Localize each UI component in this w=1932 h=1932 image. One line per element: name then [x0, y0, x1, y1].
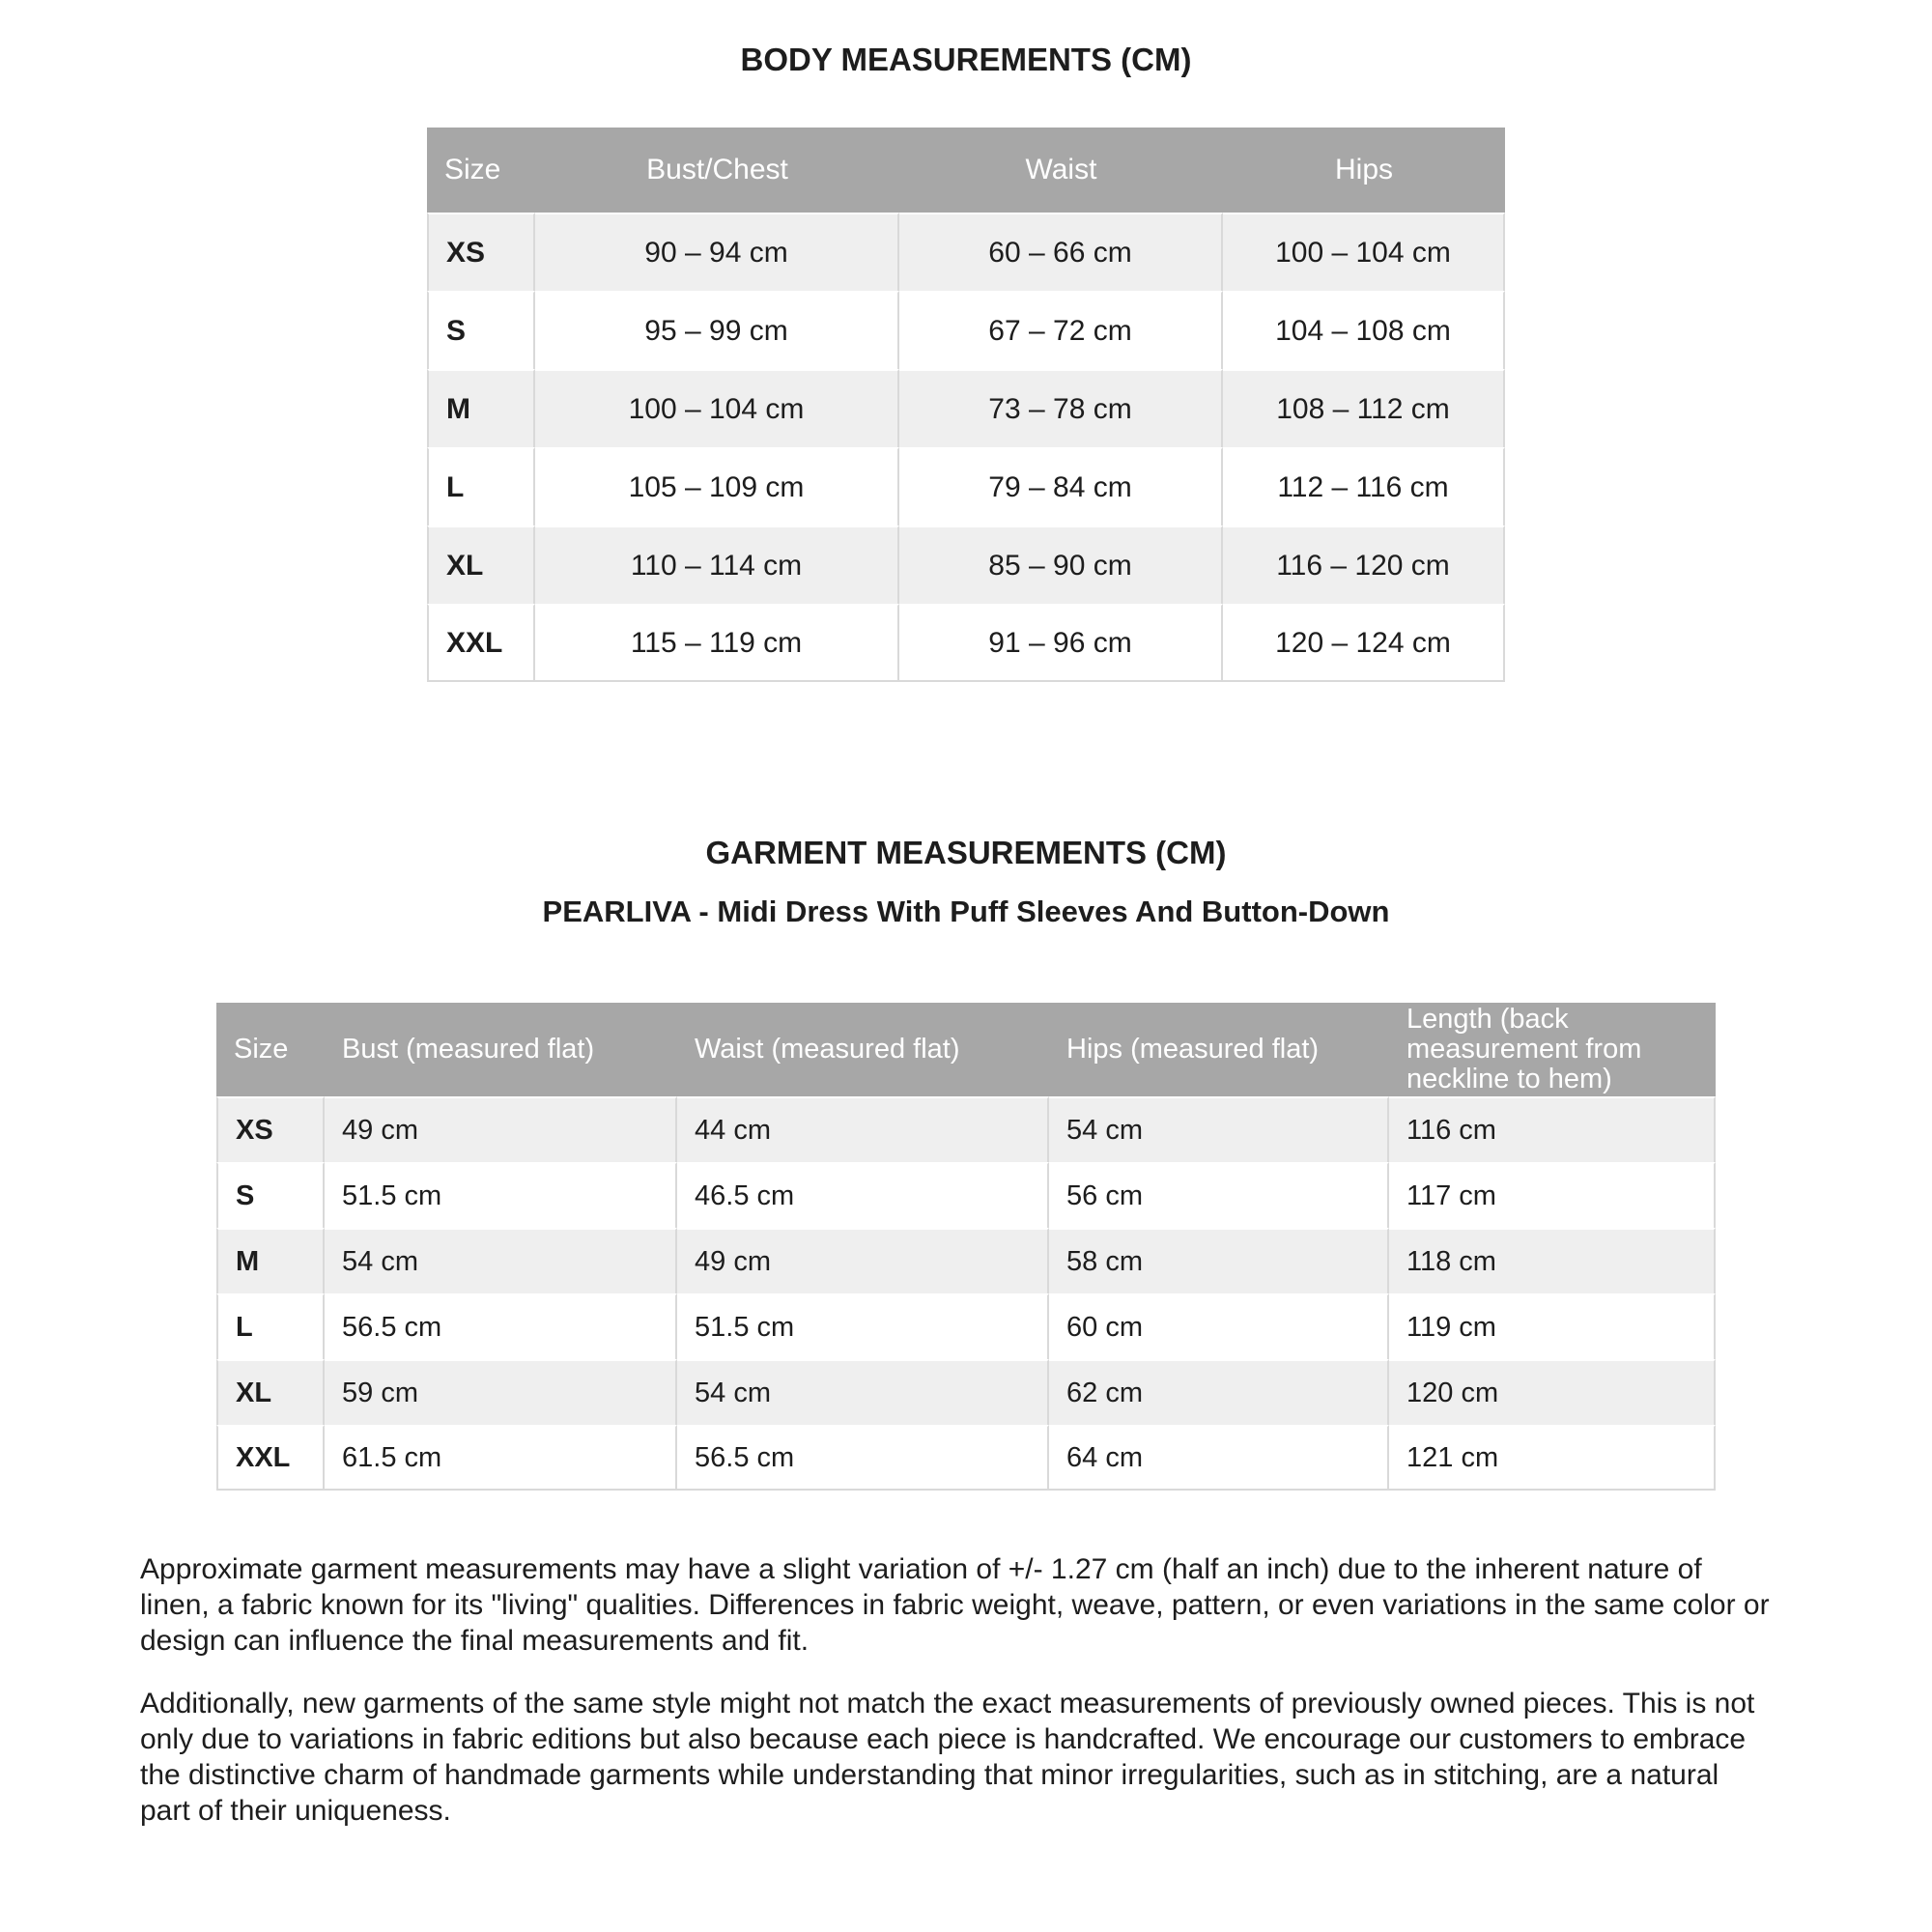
table-row: [427, 369, 1505, 447]
value-cell: 56.5 cm: [325, 1293, 677, 1359]
value-cell: 64 cm: [1049, 1425, 1389, 1491]
size-cell: S: [427, 291, 535, 369]
value-cell: 79 – 84 cm: [899, 447, 1223, 526]
size-cell: S: [216, 1162, 325, 1228]
value-cell: 54 cm: [325, 1228, 677, 1293]
header-row: [216, 1003, 1716, 1096]
value-cell: 60 – 66 cm: [899, 213, 1223, 291]
header-row: [427, 128, 1505, 213]
value-cell: 105 – 109 cm: [535, 447, 899, 526]
size-cell: M: [427, 369, 535, 447]
value-cell: 46.5 cm: [677, 1162, 1049, 1228]
value-cell: 60 cm: [1049, 1293, 1389, 1359]
table-row: [427, 604, 1505, 682]
table-header: [427, 128, 1505, 213]
column-header: Hips (measured flat): [1049, 1003, 1389, 1096]
value-cell: 85 – 90 cm: [899, 526, 1223, 604]
table-row: [427, 291, 1505, 369]
table-row: [216, 1228, 1716, 1293]
value-cell: 91 – 96 cm: [899, 604, 1223, 682]
table-row: [427, 447, 1505, 526]
value-cell: 108 – 112 cm: [1223, 369, 1505, 447]
garment-measurements-table: [216, 1003, 1716, 1491]
value-cell: 120 cm: [1389, 1359, 1716, 1425]
value-cell: 117 cm: [1389, 1162, 1716, 1228]
value-cell: 104 – 108 cm: [1223, 291, 1505, 369]
size-cell: L: [427, 447, 535, 526]
value-cell: 49 cm: [325, 1096, 677, 1162]
value-cell: 61.5 cm: [325, 1425, 677, 1491]
table-row: [427, 526, 1505, 604]
value-cell: 110 – 114 cm: [535, 526, 899, 604]
table-row: [216, 1359, 1716, 1425]
table-header: [216, 1003, 1716, 1096]
value-cell: 118 cm: [1389, 1228, 1716, 1293]
column-header: Size: [427, 128, 535, 213]
value-cell: 116 cm: [1389, 1096, 1716, 1162]
table-row: [216, 1096, 1716, 1162]
size-cell: XXL: [216, 1425, 325, 1491]
value-cell: 119 cm: [1389, 1293, 1716, 1359]
value-cell: 116 – 120 cm: [1223, 526, 1505, 604]
size-cell: XL: [427, 526, 535, 604]
column-header: Bust/Chest: [535, 128, 899, 213]
table-body: [216, 1096, 1716, 1491]
value-cell: 100 – 104 cm: [535, 369, 899, 447]
value-cell: 49 cm: [677, 1228, 1049, 1293]
table-row: [216, 1425, 1716, 1491]
value-cell: 67 – 72 cm: [899, 291, 1223, 369]
note-paragraph: Additionally, new garments of the same style might not match the exact measurements of previously owned pieces. This is not only due to variations in fabric editions but also because each piece is handcrafted. We encourage our customers to embrace the distinctive charm of handmade garments while understanding that minor irregularities, such as in stitching, are a natural part of their uniqueness.: [140, 1688, 1755, 1827]
value-cell: 90 – 94 cm: [535, 213, 899, 291]
value-cell: 112 – 116 cm: [1223, 447, 1505, 526]
column-header: Hips: [1223, 128, 1505, 213]
value-cell: 95 – 99 cm: [535, 291, 899, 369]
size-cell: M: [216, 1228, 325, 1293]
value-cell: 59 cm: [325, 1359, 677, 1425]
column-header: Waist: [899, 128, 1223, 213]
value-cell: 44 cm: [677, 1096, 1049, 1162]
value-cell: 73 – 78 cm: [899, 369, 1223, 447]
value-cell: 115 – 119 cm: [535, 604, 899, 682]
value-cell: 54 cm: [1049, 1096, 1389, 1162]
value-cell: 56 cm: [1049, 1162, 1389, 1228]
size-cell: XL: [216, 1359, 325, 1425]
column-header: Length (back measurement from neckline to hem): [1389, 1003, 1716, 1096]
table-row: [216, 1293, 1716, 1359]
value-cell: 56.5 cm: [677, 1425, 1049, 1491]
size-cell: XS: [427, 213, 535, 291]
value-cell: 51.5 cm: [325, 1162, 677, 1228]
column-header: Bust (measured flat): [325, 1003, 677, 1096]
body-measurements-table: [427, 128, 1505, 682]
value-cell: 100 – 104 cm: [1223, 213, 1505, 291]
garment-product-title: PEARLIVA - Midi Dress With Puff Sleeves And Button-Down: [542, 895, 1390, 928]
table-body: [427, 213, 1505, 682]
table-row: [216, 1162, 1716, 1228]
value-cell: 62 cm: [1049, 1359, 1389, 1425]
value-cell: 58 cm: [1049, 1228, 1389, 1293]
size-cell: L: [216, 1293, 325, 1359]
value-cell: 121 cm: [1389, 1425, 1716, 1491]
value-cell: 54 cm: [677, 1359, 1049, 1425]
note-paragraph: Approximate garment measurements may have a slight variation of +/- 1.27 cm (half an inch) due to the inherent nature of linen, a fabric known for its "living" qualities. Differences in fabric weight, weave, pattern, or even variations in the same color or design can influence the final measurements and fit.: [140, 1553, 1770, 1657]
body-measurements-title: BODY MEASUREMENTS (CM): [740, 42, 1192, 77]
size-cell: XXL: [427, 604, 535, 682]
size-cell: XS: [216, 1096, 325, 1162]
column-header: Waist (measured flat): [677, 1003, 1049, 1096]
garment-measurements-title: GARMENT MEASUREMENTS (CM): [705, 835, 1227, 870]
table-row: [427, 213, 1505, 291]
value-cell: 120 – 124 cm: [1223, 604, 1505, 682]
value-cell: 51.5 cm: [677, 1293, 1049, 1359]
column-header: Size: [216, 1003, 325, 1096]
measurement-notes: [140, 1551, 1773, 1829]
